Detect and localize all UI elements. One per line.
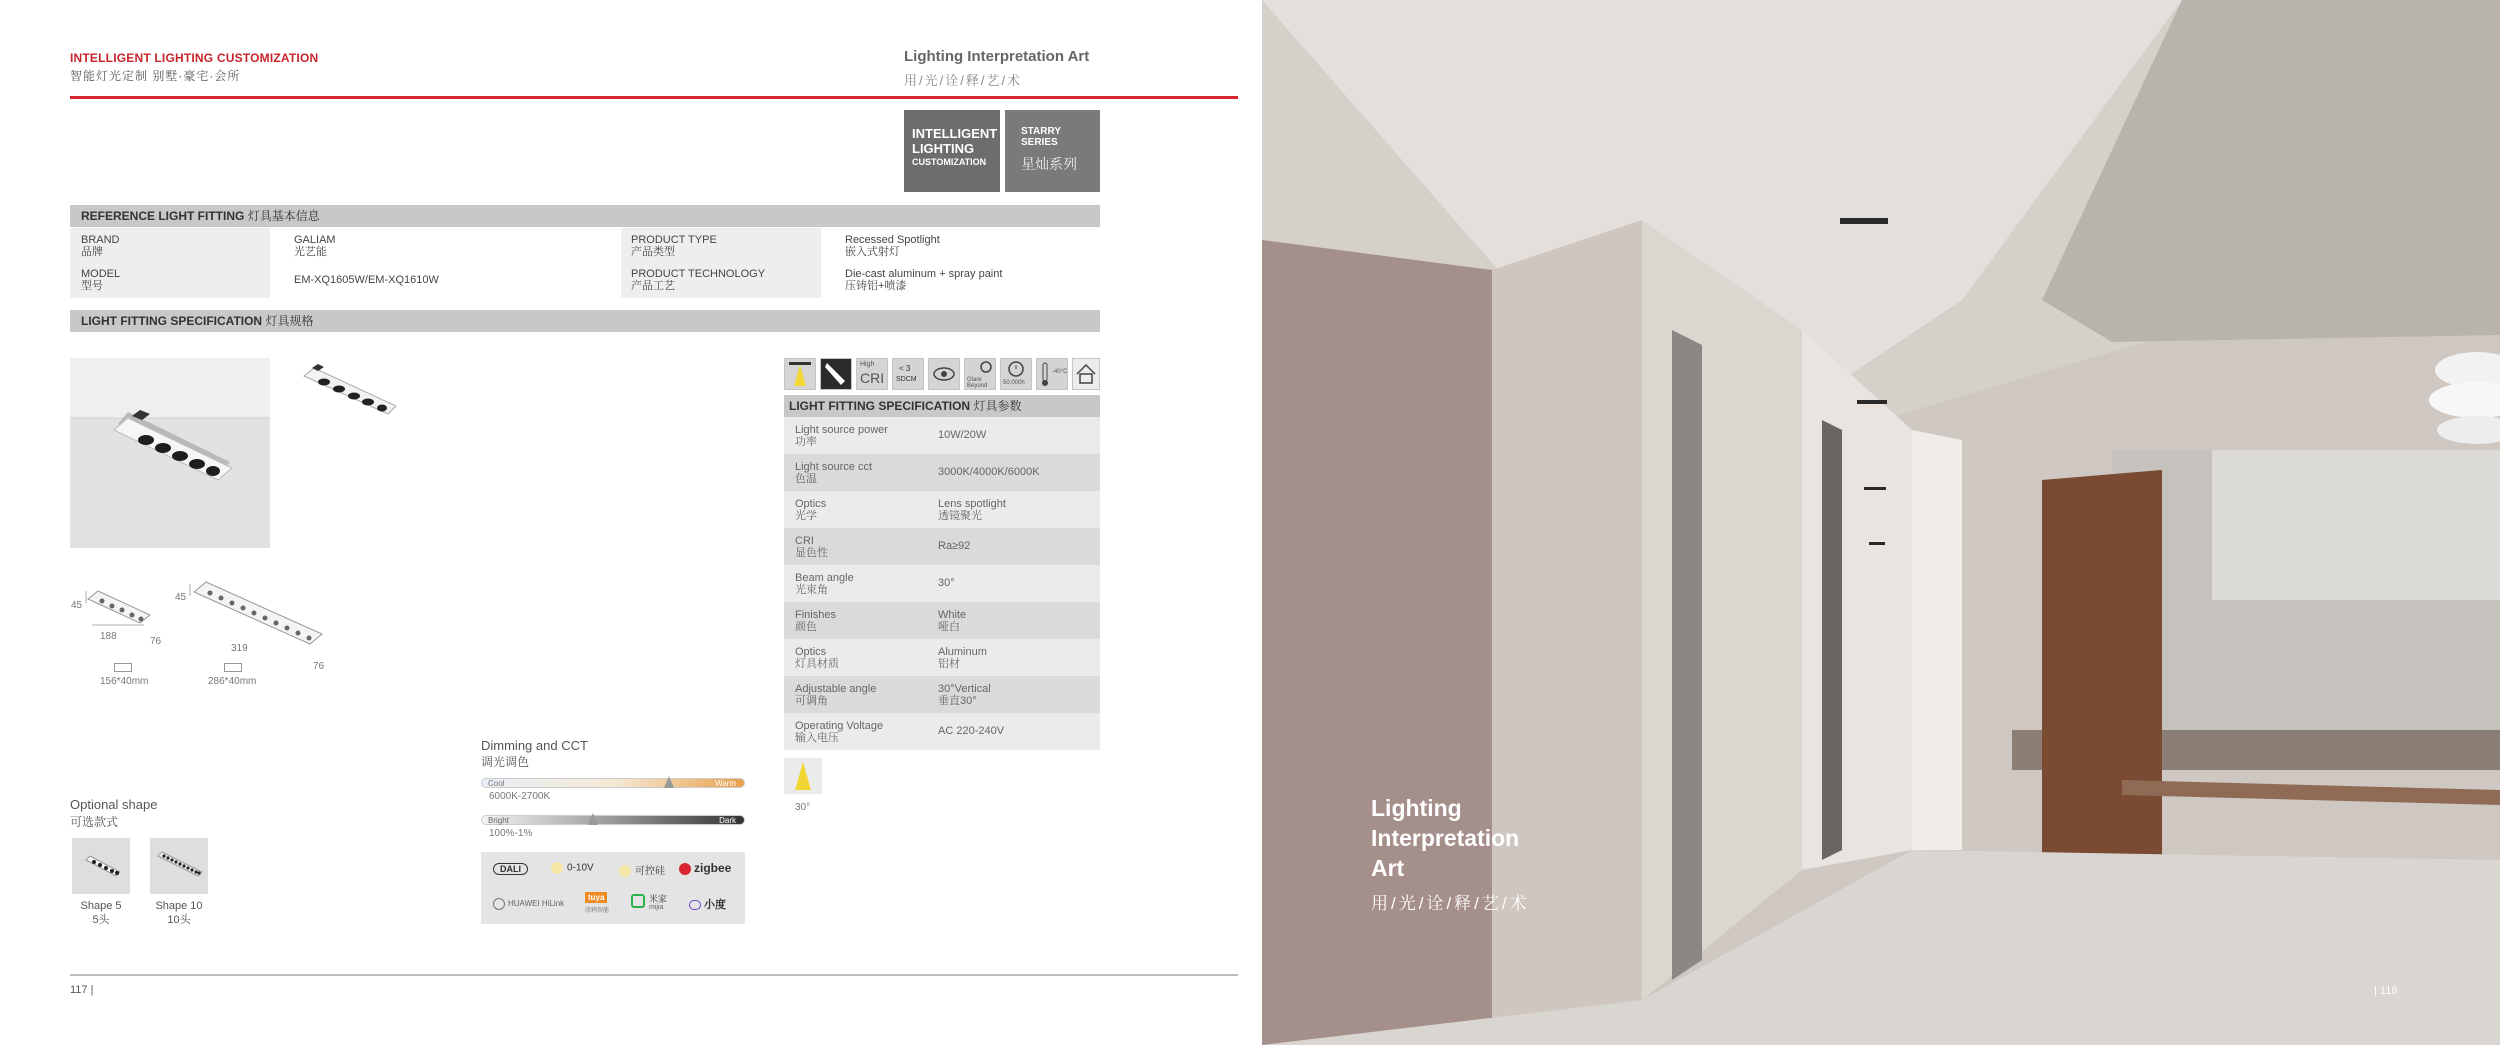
header-right-title-cn: 用/光/诠/释/艺/术 <box>904 73 1023 88</box>
mijia-icon <box>631 894 645 908</box>
dim-a-cutout: 156*40mm <box>100 676 149 687</box>
adjustable-angle-icon <box>820 358 852 390</box>
dark-label: Dark <box>719 816 736 825</box>
param-value: 3000K/4000K/6000K <box>938 466 1040 478</box>
badge-line1: INTELLIGENT <box>912 126 998 141</box>
beam-angle-icon <box>784 758 822 794</box>
tech-label-en: PRODUCT TECHNOLOGY <box>631 268 766 280</box>
footer-divider <box>70 974 1238 976</box>
model-value: EM-XQ1605W/EM-XQ1610W <box>294 274 439 286</box>
xiaodu-text: 小度 <box>704 899 726 911</box>
param-key-cn: 色温 <box>795 473 817 485</box>
dim-b-depth: 76 <box>313 661 325 672</box>
v010-label <box>551 862 594 874</box>
scr-text: 可控硅 <box>635 866 665 877</box>
tech-value-cn: 压铸铝+喷漆 <box>845 280 907 292</box>
series-badge-en: STARRY SERIES <box>1021 126 1061 148</box>
protocol-panel <box>481 852 745 924</box>
param-value: 10W/20W <box>938 429 987 441</box>
lifespan-text: 50,000h <box>1003 380 1025 386</box>
type-value-en: Recessed Spotlight <box>845 234 940 246</box>
header-right-title-en: Lighting Interpretation Art <box>904 48 1090 65</box>
photo-title: Lighting Interpretation Art <box>1371 795 1520 881</box>
param-key-cn: 颜色 <box>795 621 817 633</box>
param-key-en: Operating Voltage <box>795 720 884 732</box>
shape-10-thumbnail[interactable] <box>150 838 208 894</box>
table-row <box>784 491 1100 528</box>
tuya-cn: 涂鸦智能 <box>585 908 610 914</box>
param-key-cn: 光束角 <box>795 584 828 596</box>
product-small-image <box>296 362 402 430</box>
type-value <box>845 234 940 258</box>
mijia-en: mijia <box>649 904 664 911</box>
page-number-right: | 118 <box>2374 985 2398 997</box>
xiaodu-icon <box>689 900 701 910</box>
table-row <box>784 417 1100 454</box>
param-value: Ra≥92 <box>938 540 971 552</box>
param-key-en: Optics <box>795 646 827 658</box>
param-key-cn: 可调角 <box>795 695 828 707</box>
cct-cool-label: Cool <box>488 779 505 788</box>
param-value-cn: 透镜聚光 <box>938 510 982 522</box>
badge-line2: LIGHTING <box>912 141 975 156</box>
bright-label: Bright <box>488 816 509 825</box>
param-value: 30° <box>938 577 955 589</box>
table-row <box>784 639 1100 676</box>
brand-label-cn: 品牌 <box>81 246 103 258</box>
right-page-photo <box>1262 0 2500 1045</box>
sdcm-icon <box>892 358 924 390</box>
type-label-cn: 产品类型 <box>631 246 675 258</box>
sdcm-top-text: < 3 <box>899 364 911 373</box>
cutout-icon-2 <box>224 663 242 672</box>
param-value-cn: 垂直30° <box>938 695 977 707</box>
glare-icon <box>964 358 996 390</box>
param-key-en: Finishes <box>795 609 836 621</box>
param-key-en: Light source cct <box>795 461 873 473</box>
feature-icon-strip <box>784 358 1100 390</box>
param-value-cn: 哑白 <box>938 621 960 633</box>
brand-label-en: BRAND <box>81 234 120 246</box>
optional-shape-title-en: Optional shape <box>70 797 158 812</box>
header-title-cn: 智能灯光定制 别墅·豪宅·会所 <box>70 69 241 83</box>
brightness-range: 100%-1% <box>489 828 533 839</box>
page-number-left: 117 | <box>70 984 94 996</box>
param-key-cn: 显色性 <box>795 547 828 559</box>
temperature-text: -40°C <box>1052 369 1068 375</box>
shape-5-thumbnail[interactable] <box>72 838 130 894</box>
eye-comfort-icon <box>928 358 960 390</box>
cri-big-text: CRI <box>860 370 885 386</box>
huawei-icon <box>493 898 505 910</box>
param-key-cn: 光学 <box>795 510 817 522</box>
shape-10-cn: 10头 <box>167 914 191 926</box>
param-value-en: 30°Vertical <box>938 683 991 695</box>
header-divider <box>70 96 1238 99</box>
v010-text: 0-10V <box>567 862 594 874</box>
optional-shape-title-cn: 可选款式 <box>70 815 119 829</box>
scr-label <box>619 862 665 877</box>
table-row <box>784 713 1100 750</box>
dim-b-cutout: 286*40mm <box>208 676 257 687</box>
param-key-cn: 灯具材质 <box>795 658 839 670</box>
cri-small-text: High <box>860 361 875 368</box>
tech-label-cn: 产品工艺 <box>631 280 675 292</box>
tech-label <box>631 268 765 292</box>
type-value-cn: 嵌入式射灯 <box>845 246 900 258</box>
parameter-heading-cn: 灯具参数 <box>973 399 1022 413</box>
shape-5-name: Shape 5 <box>80 900 122 912</box>
param-key-en: Beam angle <box>795 572 854 584</box>
zigbee-text: zigbee <box>694 861 732 875</box>
tuya-logo: tuya <box>585 892 607 903</box>
shape-10-name: Shape 10 <box>155 900 203 912</box>
high-cri-icon <box>856 358 888 390</box>
huawei-text: HUAWEI HiLink <box>508 899 565 909</box>
dim-b-length: 319 <box>231 643 248 654</box>
huawei-hilink-logo <box>493 898 564 910</box>
thermometer-icon <box>1036 358 1068 390</box>
table-row <box>784 565 1100 602</box>
parameter-table-heading <box>784 395 1100 417</box>
dimming-title-cn: 调光调色 <box>481 755 530 769</box>
photo-subtitle-cn: 用/光/诠/释/艺/术 <box>1371 894 1530 913</box>
xiaodu-logo <box>689 896 726 912</box>
shape-10-label <box>144 899 214 927</box>
brightness-slider <box>481 815 745 825</box>
parameter-table <box>784 395 1100 750</box>
dim-b-height: 45 <box>175 592 187 603</box>
brand-value-cn: 光艺能 <box>294 246 327 258</box>
specification-heading-en: LIGHT FITTING SPECIFICATION <box>81 314 263 328</box>
param-key-cn: 功率 <box>795 436 817 448</box>
dimension-drawing-10-head <box>180 580 330 655</box>
param-key-en: Light source power <box>795 424 888 436</box>
indoor-home-icon <box>1072 358 1100 390</box>
param-value-en: Aluminum <box>938 646 987 658</box>
bulb-icon <box>619 865 631 877</box>
table-row <box>784 528 1100 565</box>
series-badge <box>1005 110 1100 192</box>
cct-slider-handle <box>664 776 674 788</box>
reference-heading-cn: 灯具基本信息 <box>247 209 320 223</box>
tech-value-en: Die-cast aluminum + spray paint <box>845 268 1003 280</box>
series-badge-cn: 星灿系列 <box>1021 156 1077 172</box>
dim-a-length: 188 <box>100 631 117 642</box>
beam-light-icon <box>784 358 816 390</box>
param-key-en: CRI <box>795 535 814 547</box>
mijia-cn: 米家 <box>649 894 668 904</box>
brightness-slider-handle <box>588 813 598 825</box>
cct-range: 6000K-2700K <box>489 791 551 802</box>
dim-a-height: 45 <box>71 600 83 611</box>
zigbee-logo <box>679 861 731 875</box>
product-render-image <box>70 358 270 548</box>
model-label <box>81 268 120 292</box>
shape-5-cn: 5头 <box>92 914 110 926</box>
table-row <box>784 454 1100 491</box>
header-title-en: INTELLIGENT LIGHTING CUSTOMIZATION <box>70 51 319 65</box>
param-value-en: Lens spotlight <box>938 498 1006 510</box>
type-label-en: PRODUCT TYPE <box>631 234 717 246</box>
brand-value-en: GALIAM <box>294 234 336 246</box>
shape-5-label <box>66 899 136 927</box>
cct-warm-label: Warm <box>714 779 736 788</box>
lifespan-icon <box>1000 358 1032 390</box>
type-label <box>631 234 717 258</box>
sdcm-bottom-text: SDCM <box>896 376 917 383</box>
zigbee-icon <box>679 863 691 875</box>
param-key-cn: 输入电压 <box>795 732 839 744</box>
reference-section-bar <box>70 205 1100 227</box>
dali-logo: DALI <box>493 863 528 875</box>
dimming-title-en: Dimming and CCT <box>481 738 588 753</box>
specification-heading-cn: 灯具规格 <box>265 314 314 328</box>
table-row <box>784 676 1100 713</box>
dim-a-depth: 76 <box>150 636 162 647</box>
parameter-heading-en: LIGHT FITTING SPECIFICATION <box>789 399 971 413</box>
badge-line3: CUSTOMIZATION <box>912 157 987 167</box>
intelligent-lighting-badge <box>904 110 1000 192</box>
brand-label <box>81 234 120 258</box>
param-key-en: Adjustable angle <box>795 683 877 695</box>
tech-value <box>845 268 1002 292</box>
model-label-en: MODEL <box>81 268 121 280</box>
cutout-icon <box>114 663 132 672</box>
glare-text: Glare Beyond <box>967 377 988 389</box>
cct-slider <box>481 778 745 788</box>
param-value-cn: 铝材 <box>938 658 960 670</box>
table-row <box>784 602 1100 639</box>
beam-angle-label: 30° <box>795 802 811 813</box>
param-value-en: White <box>938 609 967 621</box>
reference-heading-en: REFERENCE LIGHT FITTING <box>81 209 245 223</box>
bulb-icon <box>551 862 563 874</box>
param-key-en: Optics <box>795 498 827 510</box>
model-label-cn: 型号 <box>81 280 103 292</box>
specification-section-bar <box>70 310 1100 332</box>
brand-value <box>294 234 336 258</box>
param-value: AC 220-240V <box>938 725 1005 737</box>
